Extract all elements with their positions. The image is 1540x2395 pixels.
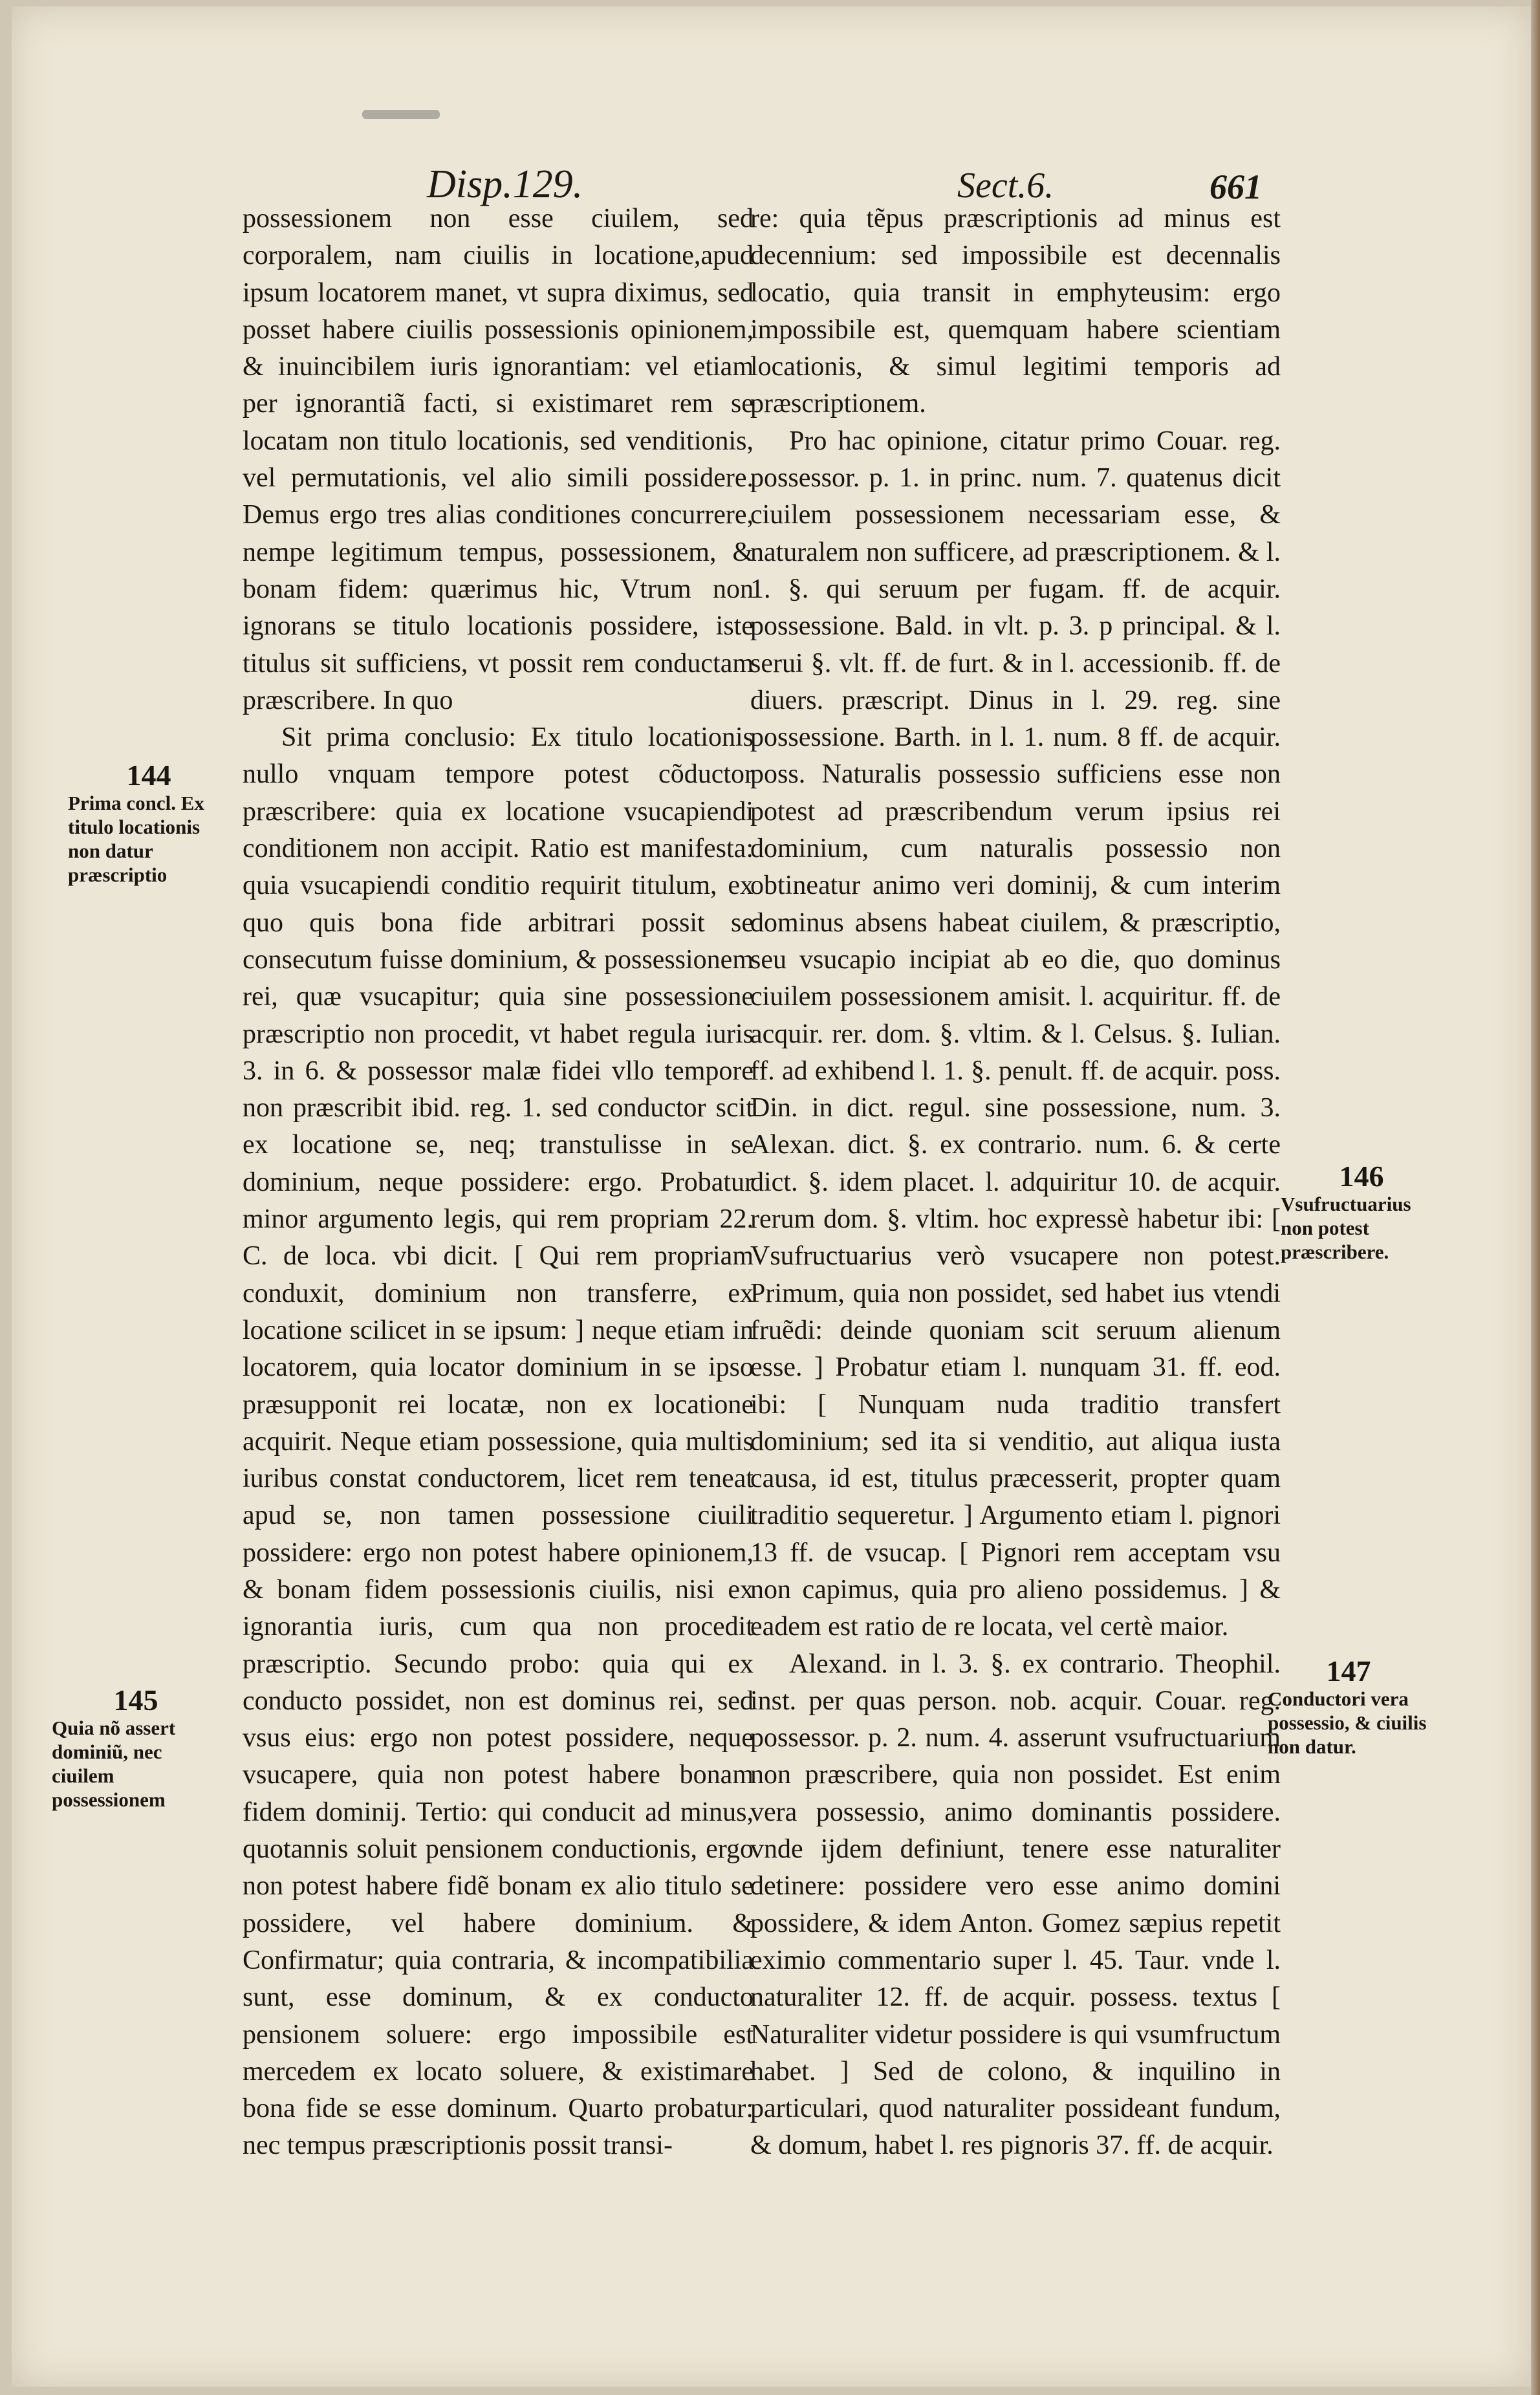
margin-note-text: Prima concl. Ex titulo locationis non datur præscriptio <box>68 792 204 886</box>
paragraph: possessionem non esse ciuilem, sed corporalem, nam ciuilis in locatione,apud ipsum locatorem manet, vt supra diximus, sed posset habere ciuilis possessionis opinionem, & inuincibilem iuris ignorantiam: vel etiam per ignorantiã facti, si existimaret rem se locatam non titulo locationis, sed venditionis, vel permutationis, vel alio simili possidere. Demus ergo tres alias conditiones concurrere, nempe legitimum tempus, possessionem, & bonam fidem: quærimus hic, Vtrum non ignorans se titulo locationis possidere, iste titulus sit sufficiens, vt possit rem conductam præscribere. In quo <box>243 204 754 715</box>
running-head-right: Sect.6. <box>957 166 1054 206</box>
paragraph: Sit prima conclusio: Ex titulo locationis nullo vnquam tempore potest cõductor præscribere: quia ex locatione vsucapiendi conditionem non accipit. Ratio est manifesta: quia vsucapiendi conditio requirit titulum, ex quo quis bona fide arbitrari possit se consecutum fuisse dominium, & possessionem rei, quæ vsucapitur; quia sine possessione præscriptio non procedit, vt habet regula iuris 3. in 6. & possessor malæ fidei vllo tempore non præscribit ibid. reg. 1. sed conductor scit ex locatione se, neq; transtulisse in se dominium, neque possidere: ergo. Probatur minor argumento legis, qui rem propriam 22. C. de loca. vbi dicit. [ Qui rem propriam conduxit, dominium non transferre, ex locatione scilicet in se ipsum: ] neque etiam in locatorem, quia locator dominium in se ipso præsupponit rei locatæ, non ex locatione acquirit. Neque etiam possessione, quia multis iuribus constat conductorem, licet rem teneat apud se, non tamen possessione ciuili possidere: ergo non potest habere opinionem, & bonam fidem possessionis ciuilis, nisi ex ignorantia iuris, cum qua non procedit præscriptio. Secundo probo: quia qui ex conducto possidet, non est dominus rei, sed vsus eius: ergo non potest possidere, neque vsucapere, quia non potest habere bonam fidem dominij. Tertio: qui conducit ad minus, quotannis soluit pensionem conductionis, ergo non potest habere fidẽ bonam ex alio titulo se possidere, vel habere dominium. & Confirmatur; quia contraria, & incompatibilia sunt, esse dominum, & ex conducto pensionem soluere: ergo impossibile est mercedem ex locato soluere, & existimare bona fide se esse dominum. Quarto probatur: nec tempus præscriptionis possit transi- <box>243 722 754 2161</box>
running-head-left: Disp.129. <box>427 162 583 206</box>
margin-note-text: Vsufructuarius non potest præscribere. <box>1281 1193 1411 1263</box>
margin-note-text: Conductori vera possessio, & ciuilis non datur. <box>1268 1687 1427 1758</box>
page-number: 661 <box>1209 168 1262 206</box>
margin-note-text: Quia nõ assert dominiũ, nec ciuilem possessionem <box>52 1717 176 1811</box>
margin-note-146 <box>1281 1160 1442 1264</box>
margin-note-145 <box>52 1684 220 1812</box>
ink-blot <box>362 110 440 119</box>
right-text-column <box>750 200 1281 2165</box>
paragraph: re: quia tẽpus præscriptionis ad minus est decennium: sed impossibile est decennalis locatio, quia transit in emphyteusim: ergo impossibile est, quemquam habere scientiam locationis, & simul legitimi temporis ad præscriptionem. <box>750 204 1281 419</box>
margin-note-number: 144 <box>126 759 171 792</box>
left-text-column <box>243 200 754 2165</box>
margin-note-147 <box>1268 1654 1429 1759</box>
paragraph: Pro hac opinione, citatur primo Couar. reg. possessor. p. 1. in princ. num. 7. quatenus dicit ciuilem possessionem necessariam esse, & naturalem non sufficere, ad præscriptionem. & l. 1. §. qui seruum per fugam. ff. de acquir. possessione. Bald. in vlt. p. 3. p principal. & l. serui §. vlt. ff. de furt. & in l. accessionib. ff. de diuers. præscript. Dinus in l. 29. reg. sine possessione. Barth. in l. 1. num. 8 ff. de acquir. poss. Naturalis possessio sufficiens esse non potest ad præscribendum verum ipsius rei dominium, cum naturalis possessio non obtineatur animo veri dominij, & cum interim dominus absens habeat ciuilem, & præscriptio, seu vsucapio incipiat ab eo die, quo dominus ciuilem possessionem amisit. l. acquiritur. ff. de acquir. rer. dom. §. vltim. & l. Celsus. §. Iulian. ff. ad exhibend l. 1. §. penult. ff. de acquir. poss. Din. in dict. regul. sine possessione, num. 3. Alexan. dict. §. ex contrario. num. 6. & certe dict. §. idem placet. l. adquiritur 10. de acquir. rerum dom. §. vltim. hoc expressè habetur ibi: [ Vsufructuarius verò vsucapere non potest. Primum, quia non possidet, sed habet ius vtendi fruẽdi: deinde quoniam scit seruum alienum esse. ] Probatur etiam l. nunquam 31. ff. eod. ibi: [ Nunquam nuda traditio transfert dominium; sed ita si venditio, aut aliqua iusta causa, id est, titulus præcesserit, propter quam traditio sequeretur. ] Argumento etiam l. pignori 13 ff. de vsucap. [ Pignori rem acceptam vsu non capimus, quia pro alieno possidemus. ] & eadem est ratio de re locata, vel certè maior. <box>750 426 1281 1642</box>
page-binding-edge <box>1531 0 1540 2395</box>
margin-note-number: 145 <box>113 1684 158 1717</box>
margin-note-number: 146 <box>1339 1160 1384 1193</box>
margin-note-number: 147 <box>1326 1654 1371 1687</box>
paragraph: Alexand. in l. 3. §. ex contrario. Theophil. inst. per quas person. nob. acquir. Couar. reg. possessor. p. 2. num. 4. asserunt vsufructuarium non præscribere, quia non possidet. Est enim vera possessio, animo dominantis possidere. vnde ijdem definiunt, tenere esse naturaliter detinere: possidere vero esse animo domini possidere, & idem Anton. Gomez sæpius repetit eximio commentario super l. 45. Taur. vnde l. naturaliter 12. ff. de acquir. possess. textus [ Naturaliter videtur possidere is qui vsumfructum habet. ] Sed de colono, & inquilino in particulari, quod naturaliter possideant fundum, & domum, habet l. res pignoris 37. ff. de acquir. <box>750 1649 1281 2161</box>
margin-note-144 <box>68 759 230 887</box>
